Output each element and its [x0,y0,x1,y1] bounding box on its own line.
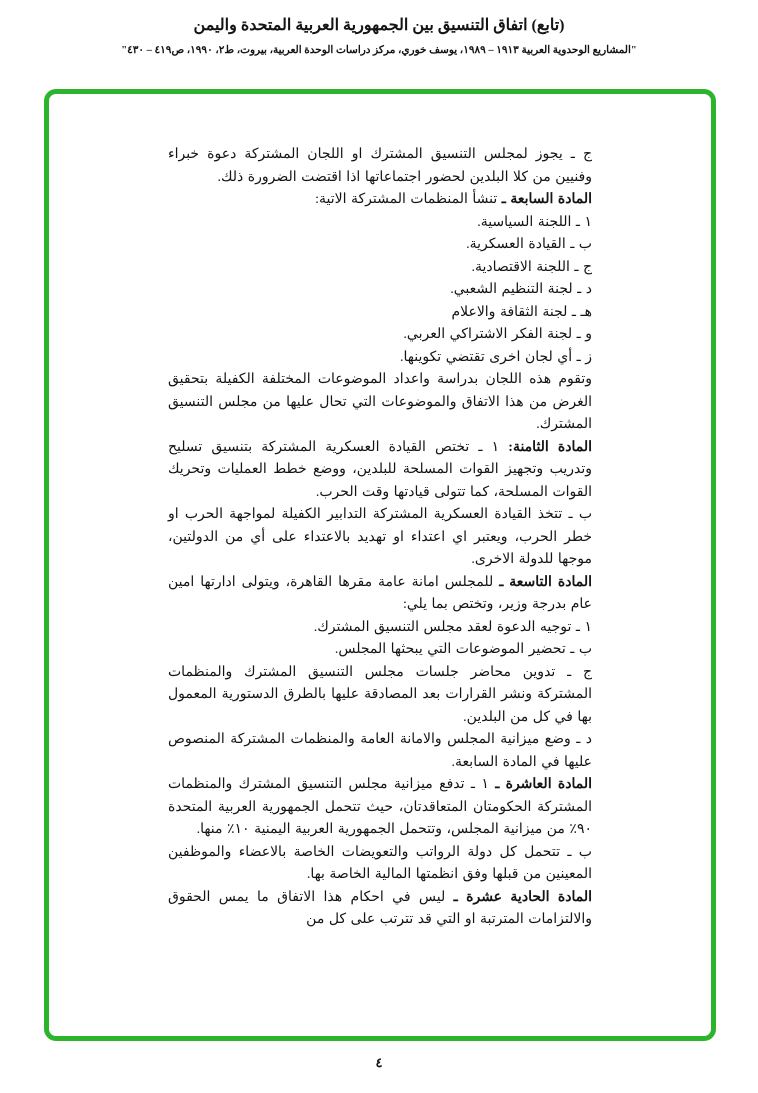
paragraph: المادة السابعة ـ تنشأ المنظمات المشتركة الاتية: [315,192,592,207]
paragraph: د ـ لجنة التنظيم الشعبي. [450,282,592,297]
paragraph: ١ ـ توجيه الدعوة لعقد مجلس التنسيق المشترك. [313,619,592,635]
article-heading: المادة السابعة ـ [501,192,592,207]
paragraph: وتقوم هذه اللجان بدراسة واعداد الموضوعات المختلفة الكفيلة بتحقيق الغرض من هذا الاتفاق والموضوعات التي تحال عليها من مجلس التنسيق المشترك. [168,372,592,432]
paragraph: د ـ وضع ميزانية المجلس والامانة العامة والمنظمات المشتركة المنصوص عليها في المادة السابعة. [168,732,592,770]
paragraph: و ـ لجنة الفكر الاشتراكي العربي. [403,327,592,342]
paragraph: المادة الثامنة: ١ ـ تختص القيادة العسكرية المشتركة بتنسيق تسليح وتدريب وتجهيز القوات المسلحة للبلدين، ووضع خطط العمليات وتحريك القوات المسلحة، كما تتولى قيادتها وقت الحرب. [168,439,593,500]
article-heading: المادة العاشرة ـ [495,777,593,792]
document-body [168,144,592,932]
paragraph: ب ـ تتخذ القيادة العسكرية المشتركة التدابير الكفيلة لمواجهة الحرب او خطر الحرب، ويعتبر اي اعتداء او تهديد بالاعتداء على أي من الدولتين، موجها للدولة الاخرى. [168,507,592,567]
paragraph: ب ـ القيادة العسكرية. [466,237,592,252]
page-border-frame [44,89,716,1041]
source-citation: "المشاريع الوحدوية العربية ١٩١٣ – ١٩٨٩، يوسف خوري، مركز دراسات الوحدة العربية، بيروت، ط٢، ١٩٩٠، ص٤١٩ – ٤٣٠" [121,45,637,56]
paragraph: هـ ـ لجنة الثقافة والاعلام [451,304,592,320]
article-heading: المادة الثامنة: [508,439,593,455]
paragraph: ج ـ اللجنة الاقتصادية. [471,259,592,275]
paragraph: ب ـ تتحمل كل دولة الرواتب والتعويضات الخاصة بالاعضاء والموظفين المعينين من قبلها وفق انظمتها المالية الخاصة بها. [168,844,592,882]
page-title: (تابع) اتفاق التنسيق بين الجمهورية العربية المتحدة واليمن [193,17,565,34]
paragraph: ب ـ تحضير الموضوعات التي يبحثها المجلس. [334,642,592,657]
paragraph: ١ ـ اللجنة السياسية. [477,214,592,230]
paragraph: ج ـ تدوين محاضر جلسات مجلس التنسيق المشترك والمنظمات المشتركة ونشر القرارات بعد المصادقة عليها بالطرق الدستورية المعمول بها في كل من البلدين. [168,664,592,725]
paragraph: ج ـ يجوز لمجلس التنسيق المشترك او اللجان المشتركة دعوة خبراء وفنيين من كلا البلدين لحضور اجتماعاتها اذا اقتضت الضرورة ذلك. [168,147,592,185]
document-header [0,15,758,56]
article-heading: المادة التاسعة ـ [499,574,592,590]
document-page [0,15,758,1070]
article-heading: المادة الحادية عشرة ـ [453,889,593,905]
paragraph: المادة العاشرة ـ ١ ـ تدفع ميزانية مجلس التنسيق المشترك والمنظمات المشتركة الحكومتان المتعاقدتان، حيث تتحمل الجمهورية العربية المتحدة ٩٠٪ من ميزانية المجلس، وتتحمل الجمهورية العربية اليمنية ١٠٪ منها. [168,777,593,837]
paragraph: المادة الحادية عشرة ـ ليس في احكام هذا الاتفاق ما يمس الحقوق والالتزامات المترتبة او التي قد تترتب على كل من [168,889,593,927]
page-number: ٤ [375,1055,383,1070]
paragraph: المادة التاسعة ـ للمجلس امانة عامة مقرها القاهرة، ويتولى ادارتها امين عام بدرجة وزير، وتختص بما يلي: [168,574,592,612]
paragraph: ز ـ أي لجان اخرى تقتضي تكوينها. [400,349,592,365]
